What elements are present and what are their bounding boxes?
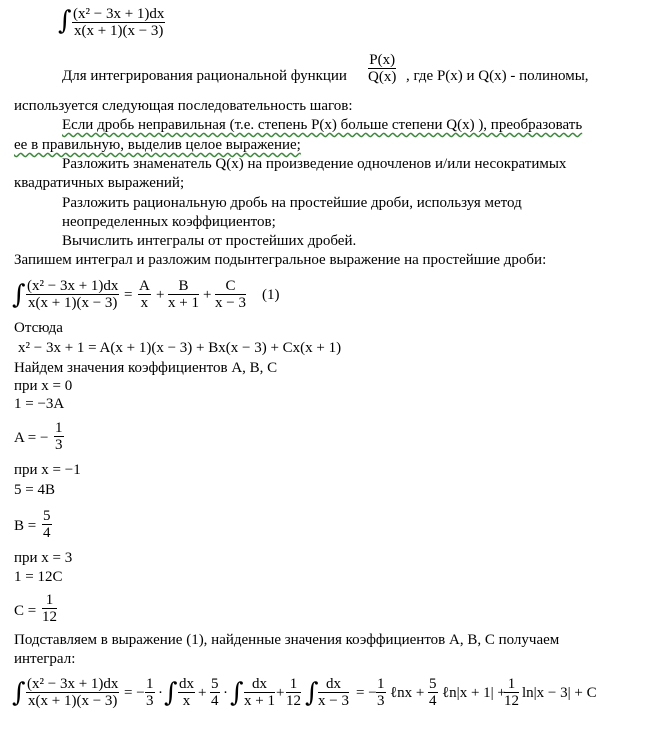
f3-num: 1 xyxy=(286,676,301,693)
b-result-lhs: B = xyxy=(14,518,37,534)
f2-num: 5 xyxy=(211,676,219,692)
eq1-plus-1: + xyxy=(156,287,165,303)
c-num: 1 xyxy=(42,592,57,609)
i3-den: x − 3 xyxy=(318,693,349,709)
final-f2 xyxy=(210,676,220,709)
case-x-minus1: при x = −1 xyxy=(14,462,81,478)
final-ln-x-plus-1: ℓn|x + 1| + xyxy=(442,685,506,701)
f1-den: 3 xyxy=(146,693,154,709)
f3-den: 12 xyxy=(286,693,301,709)
final-eq-minus-2: = − xyxy=(356,685,377,701)
step-3b: неопределенных коэффициентов; xyxy=(62,214,276,230)
final-g3 xyxy=(504,676,519,709)
integral-sign: ∫ xyxy=(12,678,26,708)
final-lhs-den: x(x + 1)(x − 3) xyxy=(28,693,118,709)
b-den: 4 xyxy=(43,525,51,541)
denominator: x(x + 1)(x − 3) xyxy=(74,23,164,39)
step-1a: Если дробь неправильная (т.е. степень P(x) больше степени Q(x) ), преобразовать xyxy=(62,117,583,133)
paragraph-1b: , где P(x) и Q(x) - полиномы, xyxy=(406,68,589,84)
i2-num: dx xyxy=(244,676,275,693)
eq1-frac-c xyxy=(215,278,246,311)
substitution-text-a: Подставляем в выражение (1), найденные значения коэффициентов A, B, C получаем xyxy=(14,632,560,648)
eq1-lhs-den: x(x + 1)(x − 3) xyxy=(28,295,118,311)
step-3a: Разложить рациональную дробь на простейшие дроби, используя метод xyxy=(62,195,522,211)
integral-sign: ∫ xyxy=(230,678,244,708)
integral-sign: ∫ xyxy=(164,678,178,708)
otsyuda-label: Отсюда xyxy=(14,320,63,336)
a-den: 3 xyxy=(55,437,63,453)
eq1-plus-2: + xyxy=(203,287,212,303)
step-2a: Разложить знаменатель Q(x) на произведение одночленов и/или несократимых xyxy=(62,156,567,172)
final-f1 xyxy=(145,676,155,709)
integral-sign: ∫ xyxy=(58,6,72,36)
eq1-frac-a xyxy=(138,278,151,311)
intro-decomposition: Запишем интеграл и разложим подынтегральное выражение на простейшие дроби: xyxy=(14,252,547,268)
substitution-text-b: интеграл: xyxy=(14,651,76,667)
final-plus-2: + xyxy=(276,685,285,701)
eq1-label: (1) xyxy=(262,287,280,303)
p-numerator: P(x) xyxy=(369,52,396,68)
step-1b: ее в правильную, выделив целое выражение; xyxy=(14,137,301,153)
g2-num: 5 xyxy=(429,676,437,692)
eq1-b-num: B xyxy=(168,278,199,295)
final-lhs-num: (x² − 3x + 1)dx xyxy=(27,676,119,692)
case-x3: при x = 3 xyxy=(14,550,73,566)
a-result-lhs: A = − xyxy=(14,430,49,446)
final-dot-1: · xyxy=(158,685,163,701)
integral-sign: ∫ xyxy=(12,280,26,310)
case-x0: при x = 0 xyxy=(14,378,73,394)
c-den: 12 xyxy=(42,609,57,625)
final-plus-1: + xyxy=(198,685,207,701)
paragraph-1c: используется следующая последовательность шагов: xyxy=(14,98,353,114)
eq1-c-num: C xyxy=(215,278,246,295)
f2-den: 4 xyxy=(211,693,219,709)
eq-x0: 1 = −3A xyxy=(14,396,65,412)
final-g1 xyxy=(376,676,386,709)
i2-den: x + 1 xyxy=(244,693,275,709)
eq1-lhs-fraction xyxy=(26,278,119,311)
step-4: Вычислить интегралы от простейших дробей. xyxy=(62,233,357,249)
eq1-b-den: x + 1 xyxy=(168,295,199,311)
g1-num: 1 xyxy=(377,676,385,692)
a-num: 1 xyxy=(55,420,63,436)
b-num: 5 xyxy=(43,508,51,524)
g3-den: 12 xyxy=(504,693,519,709)
integrand-fraction xyxy=(72,6,165,39)
a-result-fraction xyxy=(54,420,64,453)
g2-den: 4 xyxy=(429,693,437,709)
final-ln-x: ℓnx + xyxy=(390,685,425,701)
eq1-a-den: x xyxy=(140,295,149,311)
final-i2 xyxy=(244,676,275,709)
final-eq-minus: = − xyxy=(124,685,145,701)
g3-num: 1 xyxy=(504,676,519,693)
eq-x-minus1: 5 = 4B xyxy=(14,482,55,498)
final-lhs-fraction xyxy=(26,676,119,709)
c-result-lhs: C = xyxy=(14,603,37,619)
find-coefficients: Найдем значения коэффициентов A, B, C xyxy=(14,360,278,376)
final-f3 xyxy=(286,676,301,709)
step-2b: квадратичных выражений; xyxy=(14,175,185,191)
b-result-fraction xyxy=(42,508,52,541)
coefficient-identity: x² − 3x + 1 = A(x + 1)(x − 3) + Bx(x − 3) + Cx(x + 1) xyxy=(18,340,342,356)
p-over-q-fraction xyxy=(368,52,396,85)
final-i1 xyxy=(178,676,195,709)
i3-num: dx xyxy=(318,676,349,693)
g1-den: 3 xyxy=(377,693,385,709)
final-g2 xyxy=(428,676,438,709)
integral-sign: ∫ xyxy=(305,678,319,708)
f1-num: 1 xyxy=(146,676,154,692)
final-dot-2: · xyxy=(223,685,228,701)
eq1-c-den: x − 3 xyxy=(215,295,246,311)
eq1-frac-b xyxy=(168,278,199,311)
eq1-a-num: A xyxy=(139,278,150,294)
eq-x3: 1 = 12C xyxy=(14,569,63,585)
eq1-lhs-num: (x² − 3x + 1)dx xyxy=(27,278,119,294)
eq1-equals: = xyxy=(124,287,133,303)
final-ln-x-minus-3: ln|x − 3| + C xyxy=(522,685,597,701)
i1-num: dx xyxy=(179,676,194,692)
numerator: (x² − 3x + 1)dx xyxy=(73,6,165,22)
c-result-fraction xyxy=(42,592,57,625)
i1-den: x xyxy=(182,693,191,709)
final-i3 xyxy=(318,676,349,709)
q-denominator: Q(x) xyxy=(368,69,397,85)
paragraph-1a: Для интегрирования рациональной функции xyxy=(62,68,347,84)
